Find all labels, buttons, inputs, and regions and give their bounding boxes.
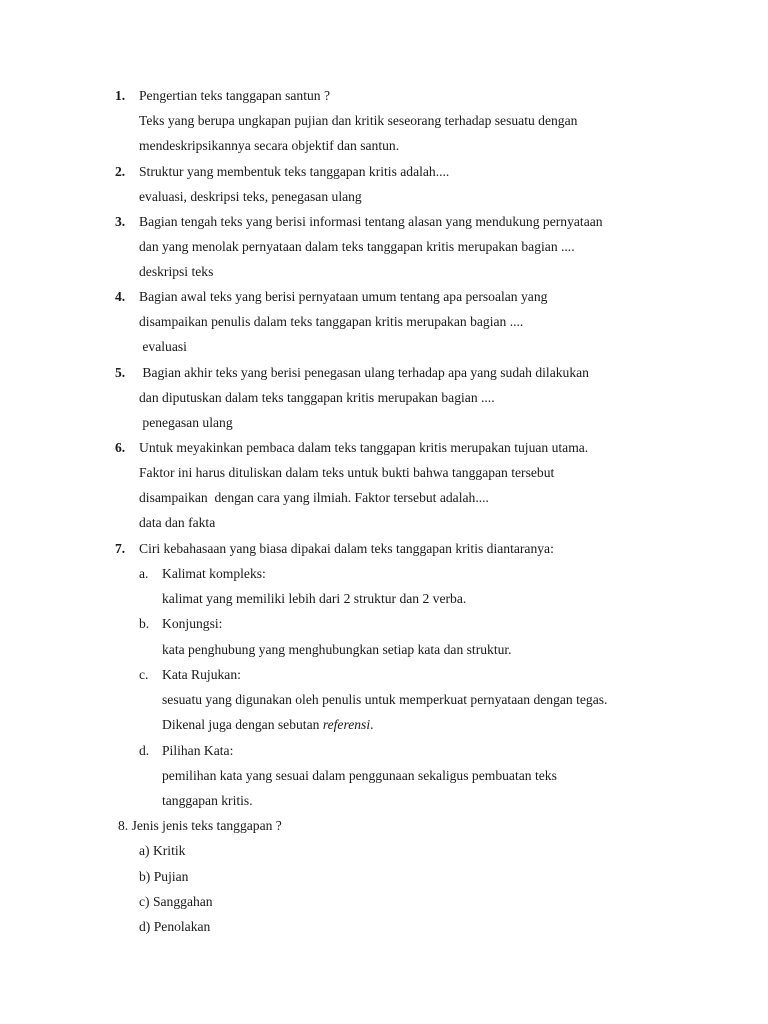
q5-question-line1: Bagian akhir teks yang berisi penegasan ulang terhadap apa yang sudah dilakukan — [139, 365, 589, 380]
q8-question: 8. Jenis jenis teks tanggapan ? — [118, 818, 282, 833]
q2-question: Struktur yang membentuk teks tanggapan kritis adalah.... — [139, 164, 450, 179]
q6-number: 6. — [115, 440, 126, 455]
q7c-description-line2 — [162, 716, 374, 734]
q5-answer: penegasan ulang — [139, 415, 233, 430]
q7a-letter: a. — [139, 566, 149, 581]
q3-question-line2: dan yang menolak pernyataan dalam teks tanggapan kritis merupakan bagian .... — [139, 239, 575, 254]
q7b-letter: b. — [139, 616, 150, 631]
q8-option-c: c) Sanggahan — [139, 894, 213, 909]
q7c-letter: c. — [139, 667, 149, 682]
q3-answer: deskripsi teks — [139, 264, 214, 279]
q5-question-line2: dan diputuskan dalam teks tanggapan kritis merupakan bagian .... — [139, 390, 495, 405]
q6-question-line1: Untuk meyakinkan pembaca dalam teks tanggapan kritis merupakan tujuan utama. — [139, 440, 589, 455]
q8-option-d: d) Penolakan — [139, 919, 211, 934]
q7d-description-line2: tanggapan kritis. — [162, 793, 253, 808]
q7b-description: kata penghubung yang menghubungkan setiap kata dan struktur. — [162, 642, 512, 657]
q6-question-line3: disampaikan dengan cara yang ilmiah. Faktor tersebut adalah.... — [139, 490, 489, 505]
q7a-description: kalimat yang memiliki lebih dari 2 struktur dan 2 verba. — [162, 591, 467, 606]
q2-number: 2. — [115, 164, 126, 179]
q3-question-line1: Bagian tengah teks yang berisi informasi tentang alasan yang mendukung pernyataan — [139, 214, 603, 229]
q7c-text: Dikenal juga dengan sebutan — [162, 717, 323, 732]
q1-answer-line1: Teks yang berupa ungkapan pujian dan kritik seseorang terhadap sesuatu dengan — [139, 113, 578, 128]
q4-answer: evaluasi — [139, 339, 187, 354]
q1-question: Pengertian teks tanggapan santun ? — [139, 88, 331, 103]
q7-question: Ciri kebahasaan yang biasa dipakai dalam teks tanggapan kritis diantaranya: — [139, 541, 554, 556]
q7d-letter: d. — [139, 743, 150, 758]
q1-answer-line2: mendeskripsikannya secara objektif dan santun. — [139, 138, 400, 153]
q8-option-a: a) Kritik — [139, 843, 186, 858]
q7c-italic-term: referensi — [322, 717, 371, 732]
q7d-description-line1: pemilihan kata yang sesuai dalam penggunaan sekaligus pembuatan teks — [162, 768, 557, 783]
q6-answer: data dan fakta — [139, 515, 216, 530]
q1-number: 1. — [115, 88, 126, 103]
q7a-title: Kalimat kompleks: — [162, 566, 266, 581]
q7c-description-line1: sesuatu yang digunakan oleh penulis untuk memperkuat pernyataan dengan tegas. — [162, 692, 608, 707]
q3-number: 3. — [115, 214, 126, 229]
q4-number: 4. — [115, 289, 126, 304]
q5-number: 5. — [115, 365, 126, 380]
q8-option-b: b) Pujian — [139, 869, 189, 884]
q7c-title: Kata Rujukan: — [162, 667, 241, 682]
q2-answer: evaluasi, deskripsi teks, penegasan ulang — [139, 189, 362, 204]
q4-question-line2: disampaikan penulis dalam teks tanggapan kritis merupakan bagian .... — [139, 314, 524, 329]
q6-question-line2: Faktor ini harus dituliskan dalam teks untuk bukti bahwa tanggapan tersebut — [139, 465, 555, 480]
q7-number: 7. — [115, 541, 126, 556]
q7b-title: Konjungsi: — [162, 616, 223, 631]
q4-question-line1: Bagian awal teks yang berisi pernyataan umum tentang apa persoalan yang — [139, 289, 548, 304]
q7c-period: . — [370, 717, 374, 732]
q7d-title: Pilihan Kata: — [162, 743, 234, 758]
